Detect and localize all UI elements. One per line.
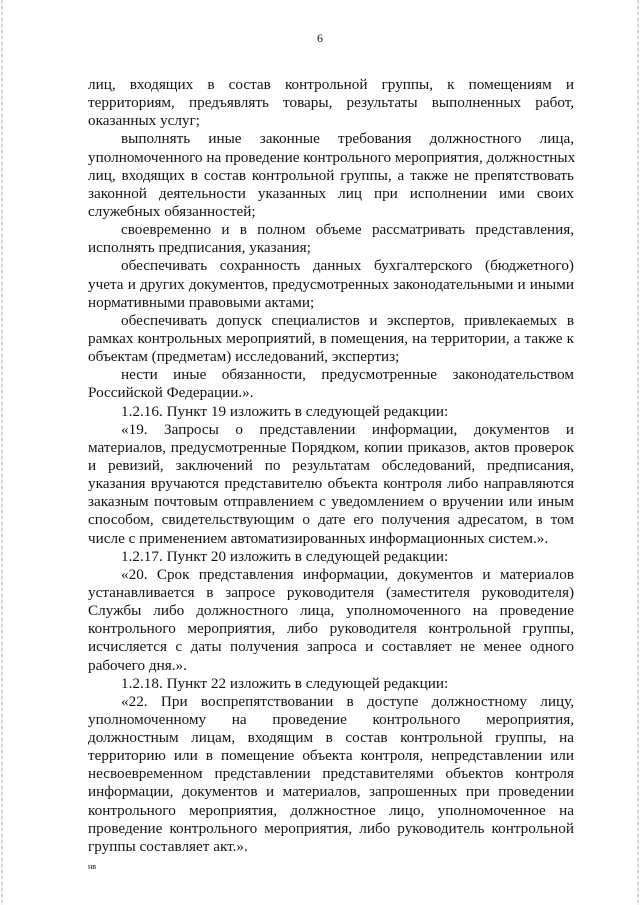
text-line: группы составляет акт.».: [88, 837, 248, 855]
text-line: 1.2.16. Пункт 19 изложить в следующей редакции:: [121, 402, 449, 420]
scan-edge-right: [637, 0, 639, 905]
paragraph: [88, 403, 574, 421]
text-line: «20. Срок представления информации, документов и материалов: [121, 565, 574, 583]
footer-code: нв: [88, 862, 97, 871]
text-line: несвоевременном представлении представителями объектов контроля: [88, 765, 574, 783]
text-line: объектам (предметам) исследований, экспертиз;: [88, 348, 400, 366]
text-line: «22. При воспрепятствовании в доступе должностному лицу,: [121, 692, 574, 710]
text-line: выполнять иные законные требования должностного лица,: [121, 130, 574, 148]
text-line: контрольного мероприятия, должностное лицо, уполномоченное на: [88, 801, 574, 819]
text-line: числе с применением автоматизированных информационных систем.».: [88, 529, 549, 547]
paragraph: [88, 366, 574, 402]
text-line: 1.2.17. Пункт 20 изложить в следующей редакции:: [121, 547, 449, 565]
text-line: проведение контрольного мероприятия, либо руководитель контрольной: [88, 819, 574, 837]
text-line: своевременно и в полном объеме рассматривать представления,: [121, 221, 574, 239]
text-line: способом, свидетельствующим о дате его получения адресатом, в том: [88, 511, 574, 529]
paragraph: [88, 566, 574, 675]
text-line: территориям, предъявлять товары, результаты выполненных работ,: [88, 94, 574, 112]
text-line: исполнять предписания, указания;: [88, 239, 311, 257]
paragraph: [88, 312, 574, 366]
text-line: устанавливается в запросе руководителя (заместителя руководителя): [88, 583, 574, 601]
text-line: лиц, входящих в состав контрольной группы, а также не препятствовать: [88, 166, 574, 184]
document-body: [88, 76, 574, 856]
text-line: исчисляется с даты получения запроса и составляет не менее одного: [88, 638, 574, 656]
paragraph: [88, 548, 574, 566]
text-line: Российской Федерации.».: [88, 384, 254, 402]
text-line: нести иные обязанности, предусмотренные законодательством: [121, 366, 574, 384]
text-line: нормативными правовыми актами;: [88, 293, 315, 311]
text-line: контрольного мероприятия, либо руководителя контрольной группы,: [88, 620, 574, 638]
text-line: уполномоченного на проведение контрольного мероприятия, должностных: [88, 148, 576, 166]
text-line: должностным лицам, входящим в состав контрольной группы, на: [88, 729, 574, 747]
text-line: лиц, входящих в состав контрольной группы, к помещениям и: [88, 76, 574, 93]
text-line: информации, документов и материалов, запрошенных при проведении: [88, 783, 574, 801]
text-line: рамках контрольных мероприятий, в помещения, на территории, а также к: [88, 329, 574, 347]
page-number: 6: [317, 31, 323, 45]
text-line: территорию или в помещение объекта контроля, непредставлении или: [88, 747, 574, 765]
text-line: учета и других документов, предусмотренных законодательными и иными: [88, 275, 574, 293]
paragraph: [88, 257, 574, 311]
text-line: оказанных услуг;: [88, 112, 201, 130]
scan-edge-left: [1, 0, 3, 905]
text-line: законной деятельности указанных лиц при исполнении ими своих: [88, 184, 574, 202]
text-line: обеспечивать сохранность данных бухгалтерского (бюджетного): [121, 257, 574, 275]
text-line: указания вручаются представителю объекта контроля либо направляются: [88, 475, 574, 493]
text-line: служебных обязанностей;: [88, 202, 256, 220]
paragraph: [88, 130, 574, 221]
text-line: «19. Запросы о представлении информации, документов и: [121, 420, 574, 438]
text-line: уполномоченному на проведение контрольного мероприятия,: [88, 710, 574, 728]
text-line: 1.2.18. Пункт 22 изложить в следующей редакции:: [121, 674, 449, 692]
text-line: и ревизий, заключений по результатам обследований, предписания,: [88, 456, 574, 474]
paragraph: [88, 675, 574, 693]
text-line: обеспечивать допуск специалистов и экспертов, привлекаемых в: [121, 311, 574, 329]
paragraph: [88, 76, 574, 130]
text-line: рабочего дня.».: [88, 656, 187, 674]
text-line: заказным почтовым отправлением с уведомлением о вручении или иным: [88, 493, 574, 511]
text-line: материалов, предусмотренные Порядком, копии приказов, актов проверок: [88, 438, 574, 456]
paragraph: [88, 221, 574, 257]
paragraph: [88, 693, 574, 856]
paragraph: [88, 421, 574, 548]
text-line: Службы либо должностного лица, уполномоченного на проведение: [88, 602, 574, 620]
